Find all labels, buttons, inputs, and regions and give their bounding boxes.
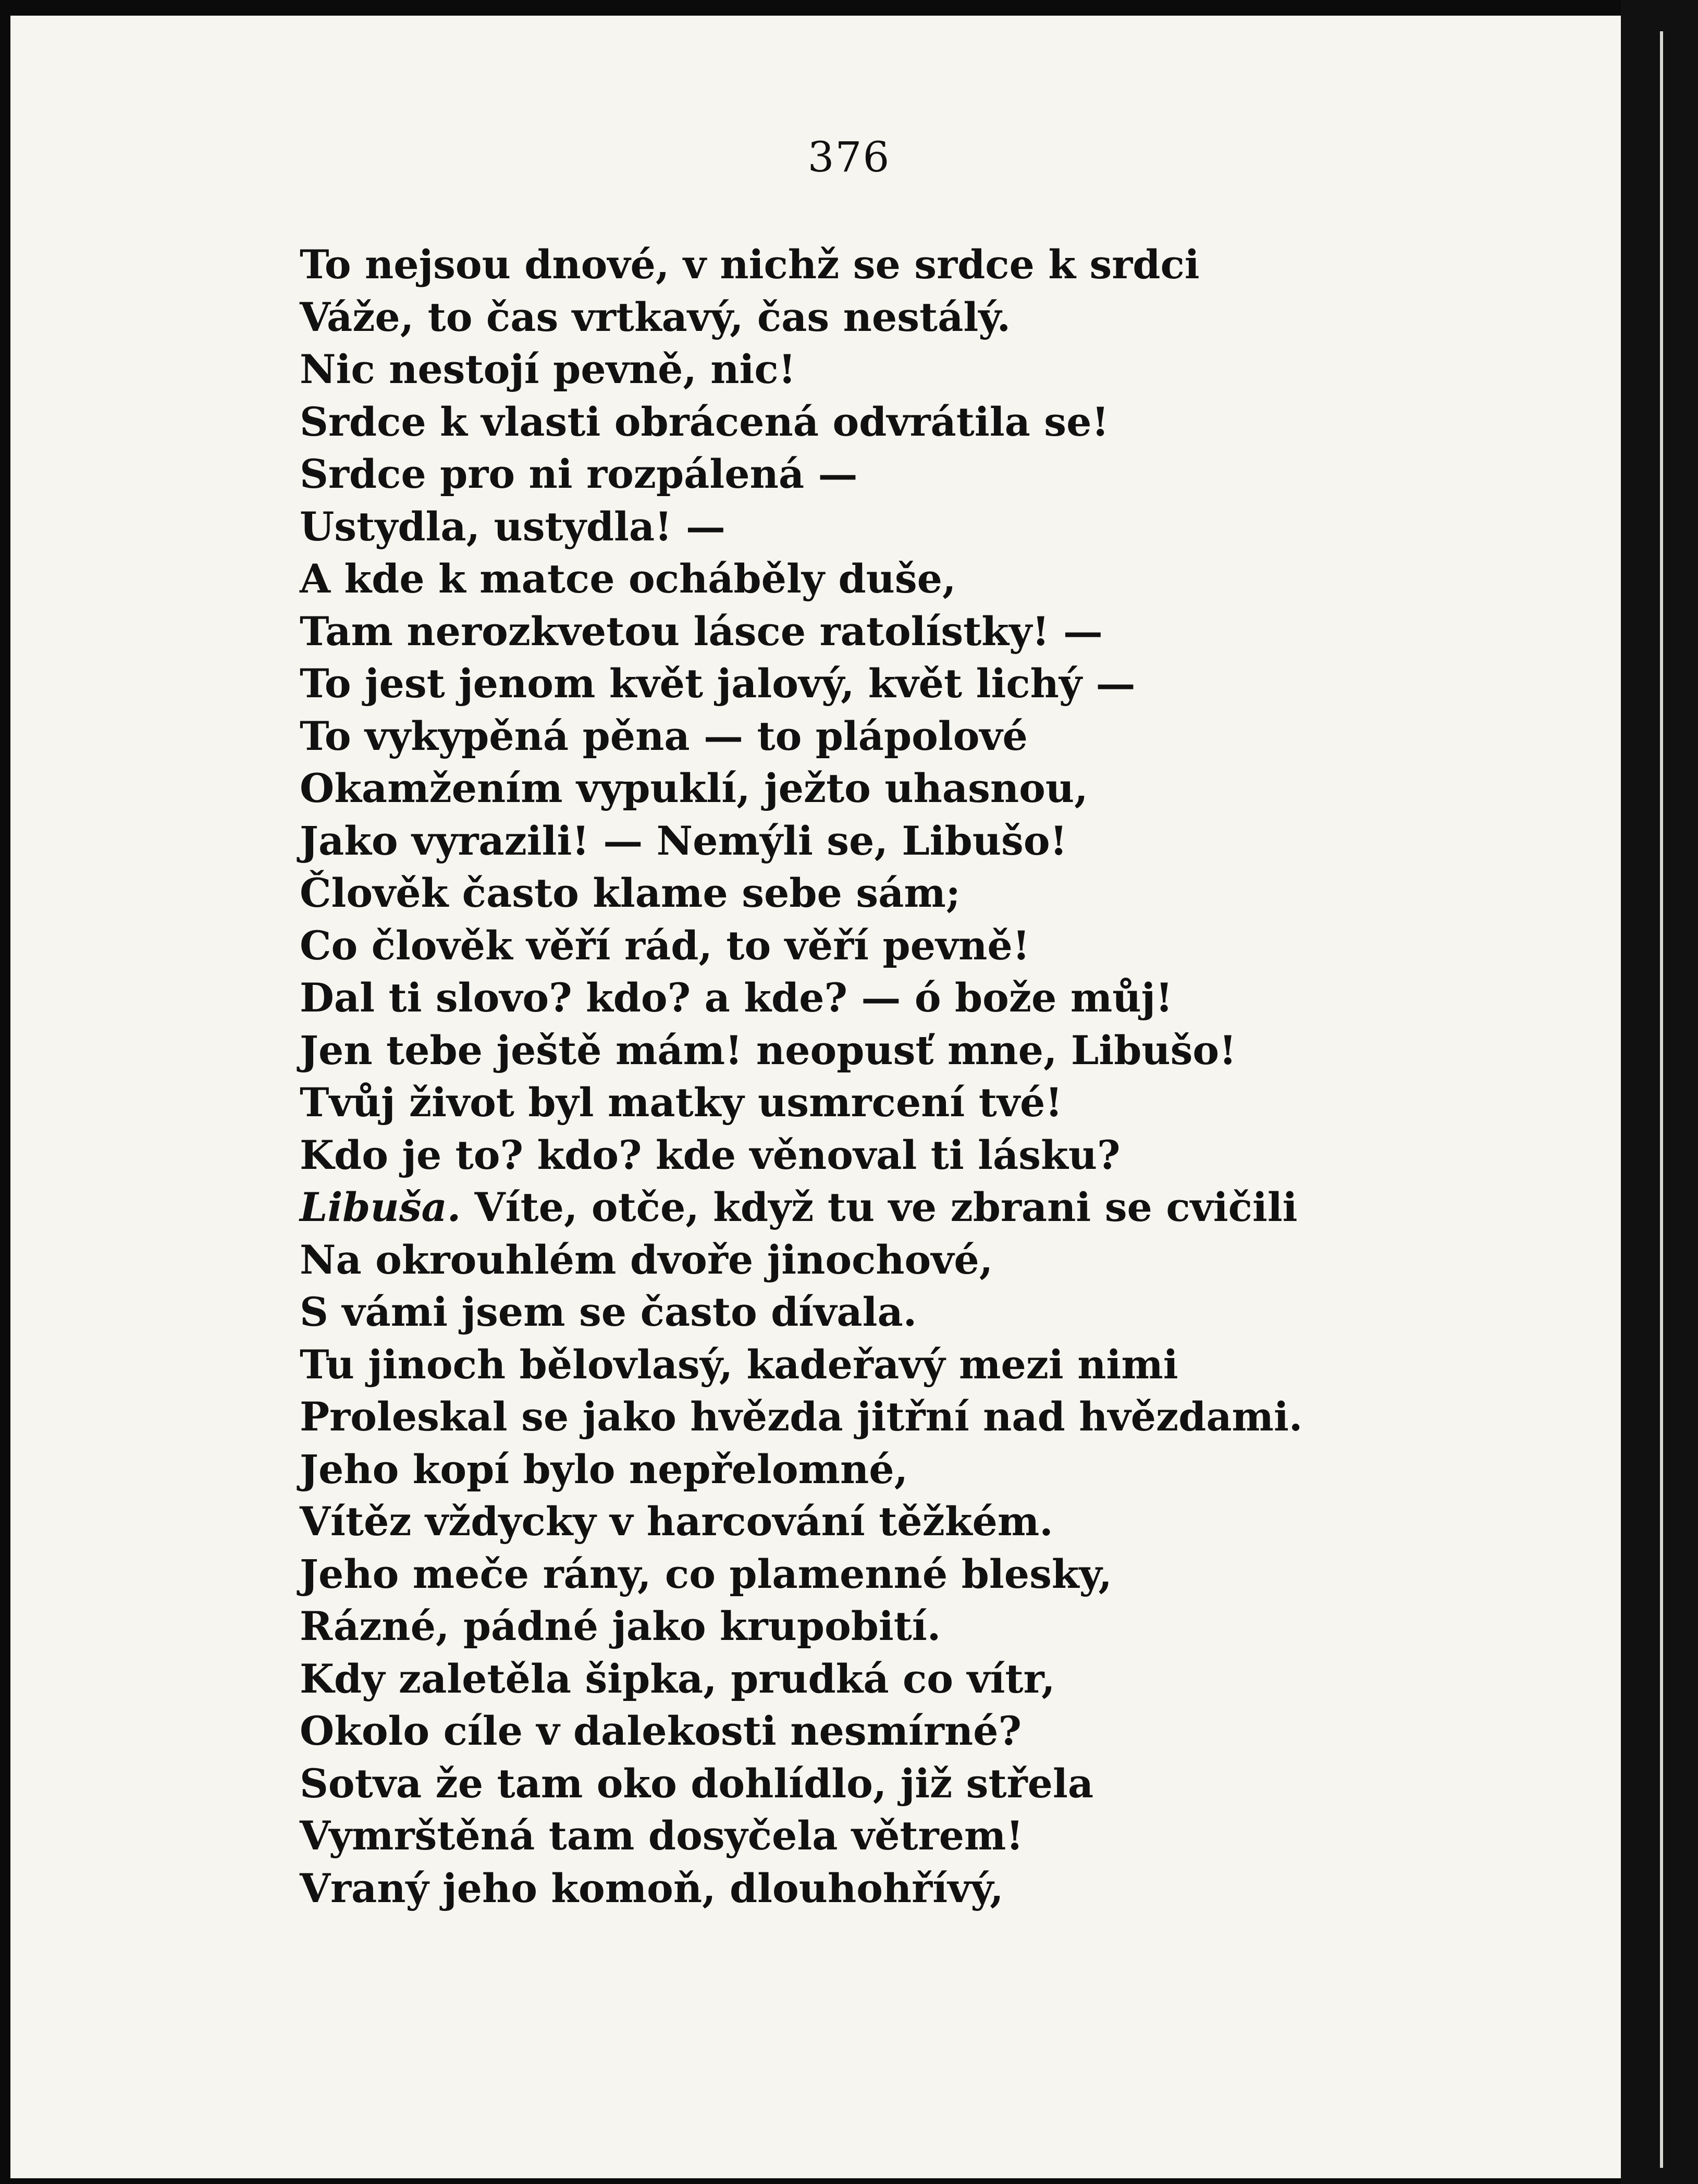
verse-line: Kdo je to? kdo? kde věnoval ti lásku?	[300, 1131, 1121, 1178]
verse-line: S vámi jsem se často dívala.	[300, 1289, 917, 1335]
verse-line: To nejsou dnové, v nichž se srdce k srdci	[300, 241, 1200, 288]
speaker-text: Víte, otče, když tu ve zbrani se cvičili	[461, 1184, 1298, 1230]
verse-line: Vymrštěná tam dosyčela větrem!	[300, 1812, 1024, 1859]
verse-line: Dal ti slovo? kdo? a kde? — ó bože můj!	[300, 974, 1173, 1021]
verse-line: Tam nerozkvetou lásce ratolístky! —	[300, 608, 1103, 655]
verse-line: Jeho kopí bylo nepřelomné,	[300, 1446, 908, 1492]
verse-line: Váže, to čas vrtkavý, čas nestálý.	[300, 293, 1011, 340]
verse-line: Jen tebe ještě mám! neopusť mne, Libušo!	[300, 1027, 1237, 1074]
verse-line: Okamžením vypuklí, ježto uhasnou,	[300, 765, 1088, 811]
verse-line: Srdce pro ni rozpálená —	[300, 451, 858, 497]
page-edge-shadow	[1621, 0, 1698, 2184]
verse-line: Jeho meče rány, co plamenné blesky,	[300, 1550, 1112, 1597]
verse-line: Kdy zaletěla šipka, prudká co vítr,	[300, 1655, 1055, 1702]
speaker-name: Libuša.	[300, 1184, 461, 1230]
verse-line: Co člověk věří rád, to věří pevně!	[300, 922, 1030, 969]
page-edge-line	[1660, 31, 1663, 2168]
verse-line: Tu jinoch bělovlasý, kadeřavý mezi nimi	[300, 1341, 1178, 1388]
verse-line: Rázné, pádné jako krupobití.	[300, 1603, 941, 1649]
verse-line: To jest jenom květ jalový, květ lichý —	[300, 660, 1136, 707]
verse-line: Člověk často klame sebe sám;	[300, 870, 961, 916]
verse-line: Tvůj život byl matky usmrcení tvé!	[300, 1079, 1063, 1126]
verse-line: Nic nestojí pevně, nic!	[300, 346, 796, 392]
verse-line: Okolo cíle v dalekosti nesmírné?	[300, 1708, 1022, 1754]
verse-line: Vítěz vždycky v harcování těžkém.	[300, 1498, 1053, 1545]
speaker-line	[300, 1181, 1394, 1234]
verse-line: Sotva že tam oko dohlídlo, již střela	[300, 1760, 1094, 1807]
verse-line: Vraný jeho komoň, dlouhohřívý,	[300, 1865, 1004, 1911]
verse-line: To vykypěná pěna — to plápolové	[300, 712, 1028, 759]
verse-line: Jako vyrazili! — Nemýli se, Libušo!	[300, 817, 1067, 864]
page-number: 376	[807, 133, 891, 181]
verse-line: Srdce k vlasti obrácená odvrátila se!	[300, 398, 1109, 445]
verse-line: Ustydla, ustydla! —	[300, 503, 725, 550]
verse-line: Proleskal se jako hvězda jitřní nad hvězdami.	[300, 1393, 1303, 1440]
verse-line: Na okrouhlém dvoře jinochové,	[300, 1236, 993, 1283]
verse-line: A kde k matce ocháběly duše,	[300, 556, 956, 602]
poem-text	[300, 239, 1394, 1915]
